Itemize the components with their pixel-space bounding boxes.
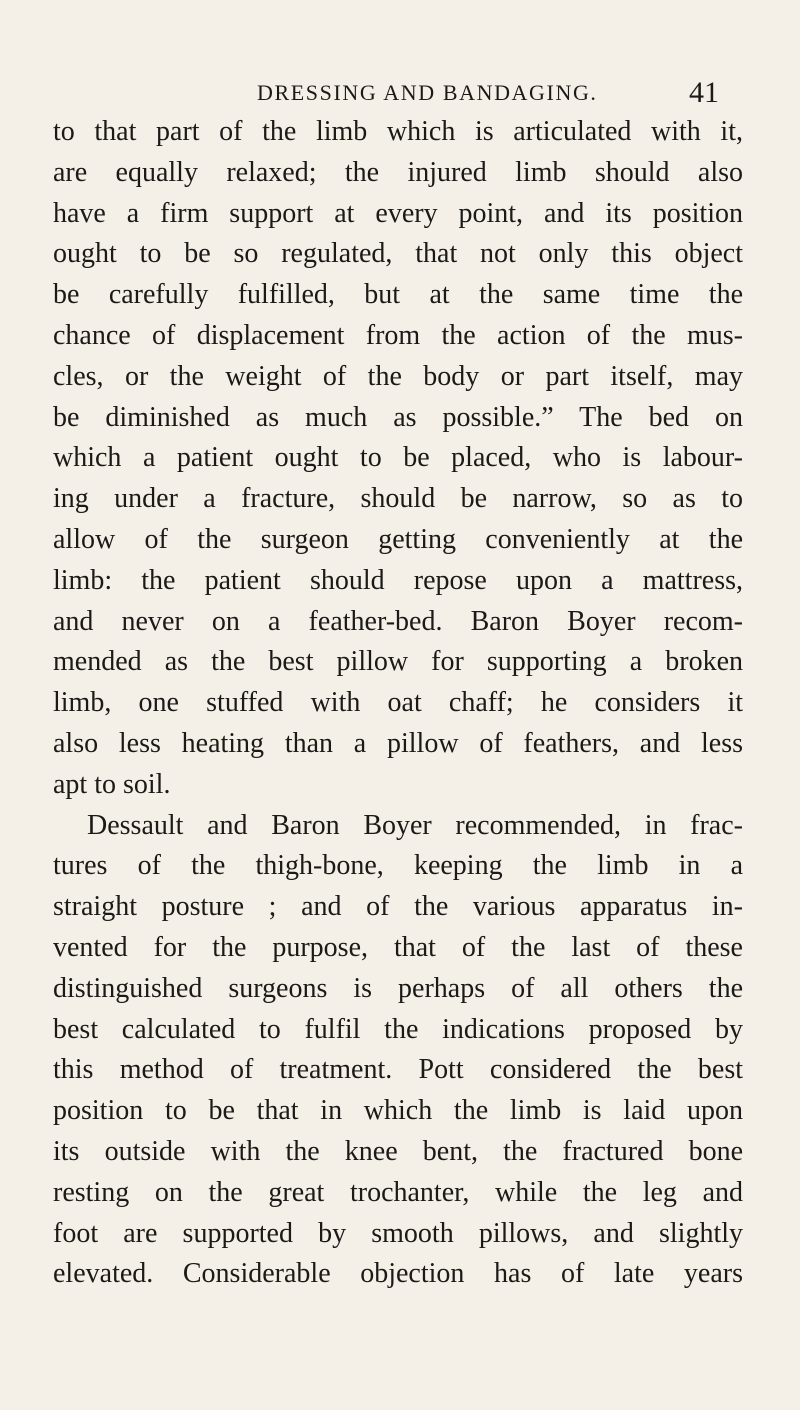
text-line: have a firm support at every point, and its position <box>53 197 743 229</box>
page-number: 41 <box>689 76 719 109</box>
text-line: position to be that in which the limb is laid upon <box>53 1095 743 1127</box>
text-line: also less heating than a pillow of feathers, and less <box>53 727 743 759</box>
text-line: foot are supported by smooth pillows, and slightly <box>53 1217 743 1249</box>
running-head <box>0 76 800 116</box>
text-line: which a patient ought to be placed, who is labour- <box>53 442 743 474</box>
text-line: distinguished surgeons is perhaps of all others the <box>53 972 743 1004</box>
paragraph-start-line: Dessault and Baron Boyer recommended, in frac- <box>87 809 743 841</box>
text-line: mended as the best pillow for supporting a broken <box>53 646 743 678</box>
text-line: best calculated to fulfil the indications proposed by <box>53 1013 743 1045</box>
text-line: tures of the thigh-bone, keeping the limb in a <box>53 850 743 882</box>
text-line: ought to be so regulated, that not only this object <box>53 238 743 270</box>
text-line: are equally relaxed; the injured limb should also <box>53 156 743 188</box>
text-line: limb: the patient should repose upon a mattress, <box>53 564 743 596</box>
body-text <box>53 112 743 1295</box>
text-line: be carefully fulfilled, but at the same time the <box>53 279 743 311</box>
text-line: straight posture ; and of the various apparatus in- <box>53 891 743 923</box>
paragraph-end-line: apt to soil. <box>53 768 171 800</box>
text-line: elevated. Considerable objection has of late years <box>53 1258 743 1290</box>
text-line: vented for the purpose, that of the last of these <box>53 931 743 963</box>
text-line: limb, one stuffed with oat chaff; he considers it <box>53 687 743 719</box>
text-line: allow of the surgeon getting conveniently at the <box>53 523 743 555</box>
text-line: its outside with the knee bent, the fractured bone <box>53 1135 743 1167</box>
text-line: this method of treatment. Pott considered the best <box>53 1054 743 1086</box>
text-line: ing under a fracture, should be narrow, so as to <box>53 483 743 515</box>
text-line: resting on the great trochanter, while the leg and <box>53 1176 743 1208</box>
text-line: to that part of the limb which is articulated with it, <box>53 116 743 147</box>
text-line: chance of displacement from the action of the mus- <box>53 319 743 351</box>
text-line: and never on a feather-bed. Baron Boyer recom- <box>53 605 743 637</box>
text-line: cles, or the weight of the body or part itself, may <box>53 360 743 392</box>
text-line: be diminished as much as possible.” The bed on <box>53 401 743 433</box>
running-head-title: DRESSING AND BANDAGING. <box>257 80 598 105</box>
